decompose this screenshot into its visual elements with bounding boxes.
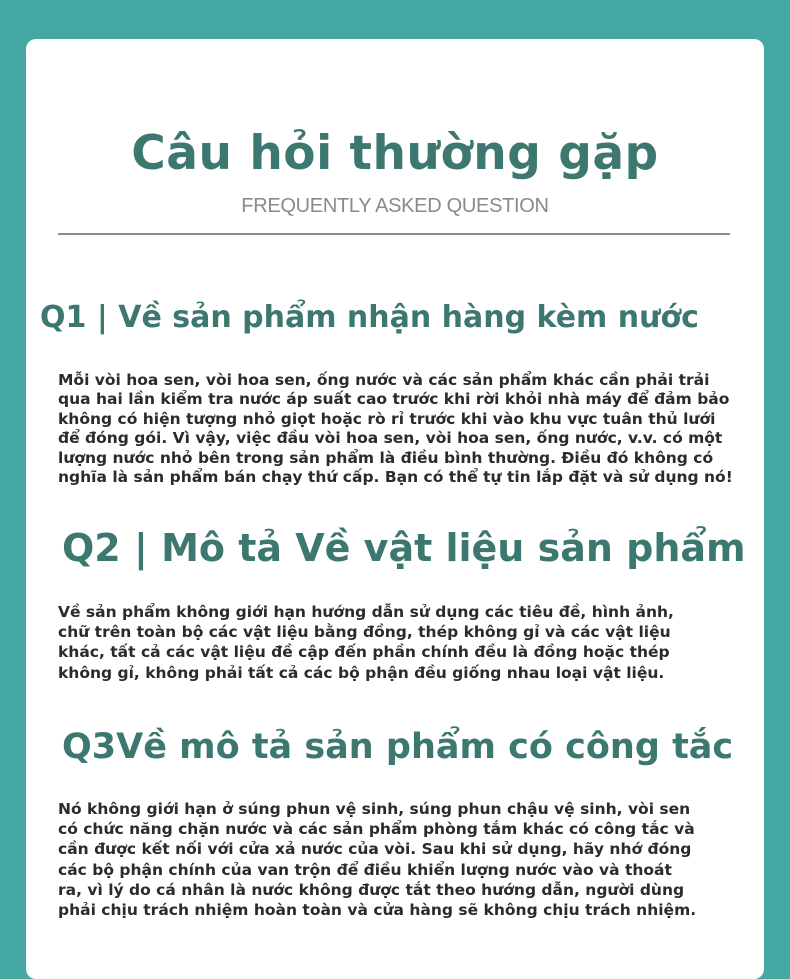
- answer-line: các bộ phận chính của van trộn để điều khiển lượng nước vào và thoát: [58, 860, 672, 879]
- answer-line: không gỉ, không phải tất cả các bộ phận đều giống nhau loại vật liệu.: [58, 663, 665, 682]
- faq-question-3: Q3Về mô tả sản phẩm có công tắc: [62, 727, 734, 767]
- answer-line: Mỗi vòi hoa sen, vòi hoa sen, ống nước và các sản phẩm khác cần phải trải: [58, 371, 710, 389]
- faq-question-2: Q2 | Mô tả Về vật liệu sản phẩm: [62, 526, 746, 570]
- answer-line: qua hai lần kiểm tra nước áp suất cao trước khi rời khỏi nhà máy để đảm bảo: [58, 390, 730, 409]
- faq-answer-3: [58, 799, 748, 920]
- answer-line: chữ trên toàn bộ các vật liệu bằng đồng, thép không gỉ và các vật liệu: [58, 623, 671, 642]
- answer-line: để đóng gói. Vì vậy, việc đầu vòi hoa sen, vòi hoa sen, ống nước, v.v. có một: [58, 429, 723, 448]
- answer-line: Nó không giới hạn ở súng phun vệ sinh, súng phun chậu vệ sinh, vòi sen: [58, 800, 691, 818]
- page-title: Câu hỏi thường gặp: [131, 126, 659, 181]
- answer-line: có chức năng chặn nước và các sản phẩm phòng tắm khác có công tắc và: [58, 820, 695, 839]
- answer-line: Về sản phẩm không giới hạn hướng dẫn sử dụng các tiêu đề, hình ảnh,: [58, 603, 674, 621]
- answer-line: nghĩa là sản phẩm bán chạy thứ cấp. Bạn có thể tự tin lắp đặt và sử dụng nó!: [58, 468, 733, 487]
- answer-line: phải chịu trách nhiệm hoàn toàn và cửa hàng sẽ không chịu trách nhiệm.: [58, 901, 697, 920]
- answer-line: lượng nước nhỏ bên trong sản phẩm là điều bình thường. Điều đó không có: [58, 448, 714, 467]
- answer-line: ra, vì lý do cá nhân là nước không được tắt theo hướng dẫn, người dùng: [58, 880, 685, 899]
- answer-line: khác, tất cả các vật liệu đề cập đến phần chính đều là đồng hoặc thép: [58, 643, 670, 662]
- faq-question-1: Q1 | Về sản phẩm nhận hàng kèm nước: [40, 300, 699, 335]
- faq-answer-2: [58, 602, 748, 683]
- answer-line: không có hiện tượng nhỏ giọt hoặc rò rỉ trước khi vào khu vực tuân thủ lưới: [58, 409, 716, 428]
- answer-line: cần được kết nối với cửa xả nước của vòi. Sau khi sử dụng, hãy nhớ đóng: [58, 840, 692, 859]
- title-divider: [58, 233, 730, 235]
- page-subtitle: FREQUENTLY ASKED QUESTION: [241, 195, 549, 217]
- faq-answer-1: [58, 371, 748, 487]
